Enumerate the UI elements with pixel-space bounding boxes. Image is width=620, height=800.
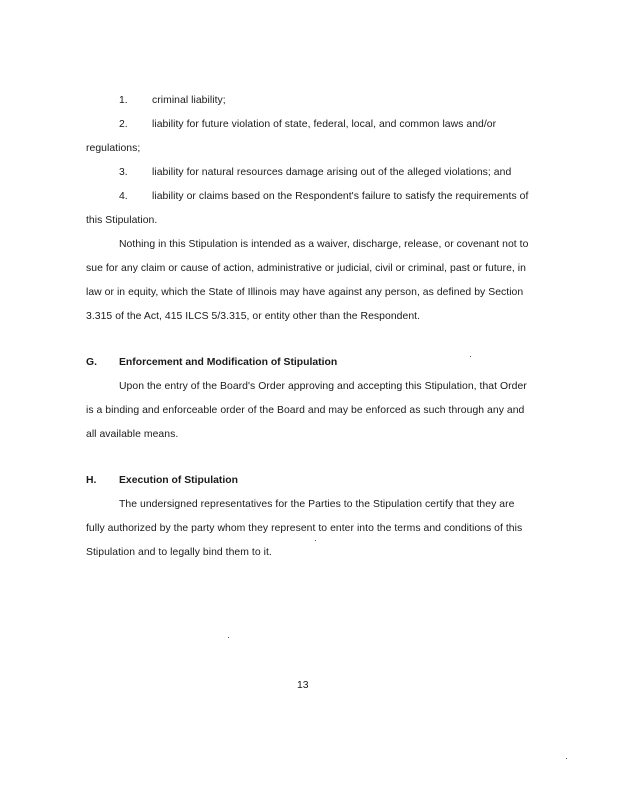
page-number: 13: [297, 680, 309, 691]
list-number-4: 4.: [119, 191, 128, 202]
section-h-letter: H.: [86, 475, 97, 486]
list-item-4-continuation: this Stipulation.: [86, 215, 158, 226]
section-g-line: Upon the entry of the Board's Order approving and accepting this Stipulation, that Order: [119, 381, 527, 392]
nothing-paragraph-line: Nothing in this Stipulation is intended as a waiver, discharge, release, or covenant not to: [119, 239, 529, 250]
nothing-paragraph-line: law or in equity, which the State of Illinois may have against any person, as defined by Section: [86, 287, 524, 298]
nothing-paragraph-line: 3.315 of the Act, 415 ILCS 5/3.315, or entity other than the Respondent.: [86, 311, 421, 322]
scan-speck: [228, 637, 229, 638]
section-g-title: Enforcement and Modification of Stipulation: [119, 357, 338, 368]
section-h-title: Execution of Stipulation: [119, 475, 238, 486]
list-number-2: 2.: [119, 119, 128, 130]
scan-speck: [566, 758, 567, 759]
list-item-1-text: criminal liability;: [152, 95, 226, 106]
section-h-line: Stipulation and to legally bind them to it.: [86, 547, 272, 558]
list-number-1: 1.: [119, 95, 128, 106]
list-item-4-text: liability or claims based on the Respondent's failure to satisfy the requirements of: [152, 191, 529, 202]
list-item-3-text: liability for natural resources damage arising out of the alleged violations; and: [152, 167, 512, 178]
list-item-2-continuation: regulations;: [86, 143, 141, 154]
section-g-letter: G.: [86, 357, 97, 368]
scan-speck: [315, 540, 316, 541]
section-g-line: is a binding and enforceable order of the Board and may be enforced as such through any and: [86, 405, 525, 416]
scan-speck: [470, 356, 471, 357]
section-g-line: all available means.: [86, 429, 179, 440]
section-h-line: The undersigned representatives for the Parties to the Stipulation certify that they are: [119, 499, 515, 510]
section-h-line: fully authorized by the party whom they represent to enter into the terms and conditions of this: [86, 523, 523, 534]
list-item-2-text: liability for future violation of state, federal, local, and common laws and/or: [152, 119, 497, 130]
list-number-3: 3.: [119, 167, 128, 178]
nothing-paragraph-line: sue for any claim or cause of action, administrative or judicial, civil or criminal, past or future, in: [86, 263, 526, 274]
